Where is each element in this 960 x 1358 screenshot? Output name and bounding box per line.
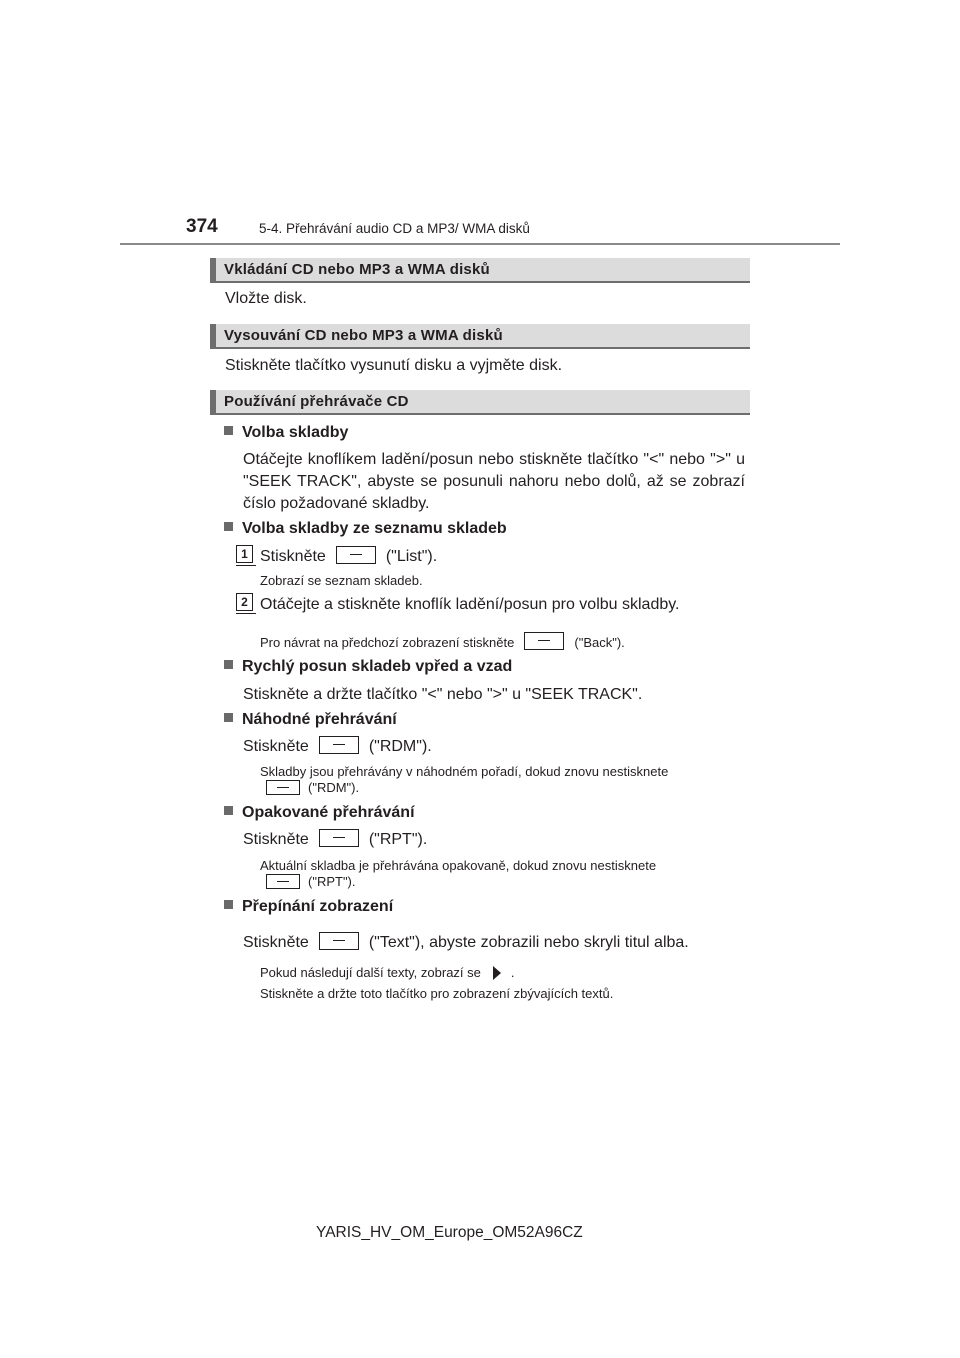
section-heading-play xyxy=(210,390,750,415)
display-text: Stiskněte ("Text"), abyste zobrazili nebo skryli titul alba. xyxy=(243,934,689,951)
square-bullet-icon xyxy=(224,660,233,669)
subheading-track-list: Volba skladby ze seznamu skladeb xyxy=(224,520,507,538)
repeat-note-2: ("RPT"). xyxy=(260,874,356,890)
step-2-label: 2 xyxy=(236,593,253,611)
square-bullet-icon xyxy=(224,806,233,815)
track-select-text: Otáčejte knoflíkem ladění/posun nebo stiskněte tlačítko "<" nebo ">" u "SEEK TRACK", abyste se posunuli nahoru nebo dolů, až se zobrazí číslo požadované skladby. xyxy=(243,451,745,512)
display-note-2: Stiskněte a držte toto tlačítko pro zobrazení zbývajících textů. xyxy=(260,986,614,1001)
display-note-1: Pokud následují další texty, zobrazí se . xyxy=(260,965,515,980)
rpt-button-icon xyxy=(266,874,300,889)
subheading-fast: Rychlý posun skladeb vpřed a vzad xyxy=(224,658,512,676)
subheading-repeat: Opakované přehrávání xyxy=(224,804,415,822)
section-heading-eject xyxy=(210,324,750,349)
square-bullet-icon xyxy=(224,900,233,909)
header-rule xyxy=(120,243,840,245)
section-title: Vysouvání CD nebo MP3 a WMA disků xyxy=(224,327,503,344)
text-button-icon xyxy=(319,932,359,950)
chapter-title: 5-4. Přehrávání audio CD a MP3/ WMA disků xyxy=(259,221,530,236)
step-2-note: Pro návrat na předchozí zobrazení stiskněte ("Back"). xyxy=(260,632,625,651)
step-underline xyxy=(236,613,256,614)
step-2-text: Otáčejte a stiskněte knoflík ladění/posun pro volbu skladby. xyxy=(260,596,680,613)
subheading-track-select: Volba skladby xyxy=(224,424,348,442)
rpt-button-icon xyxy=(319,829,359,847)
step-1-note: Zobrazí se seznam skladeb. xyxy=(260,573,423,588)
insert-text: Vložte disk. xyxy=(225,290,307,307)
subheading-display: Přepínání zobrazení xyxy=(224,898,393,916)
step-1-text: Stiskněte ("List"). xyxy=(260,548,438,565)
list-button-icon xyxy=(336,546,376,564)
square-bullet-icon xyxy=(224,426,233,435)
repeat-text: Stiskněte ("RPT"). xyxy=(243,831,428,848)
square-bullet-icon xyxy=(224,522,233,531)
random-text: Stiskněte ("RDM"). xyxy=(243,738,432,755)
subheading-random: Náhodné přehrávání xyxy=(224,711,397,729)
section-title: Vkládání CD nebo MP3 a WMA disků xyxy=(224,261,490,278)
random-note: Skladby jsou přehrávány v náhodném pořadí, dokud znovu nestisknete xyxy=(260,764,669,779)
section-title: Používání přehrávače CD xyxy=(224,393,409,410)
fast-text: Stiskněte a držte tlačítko "<" nebo ">" u "SEEK TRACK". xyxy=(243,686,643,703)
footer-document-code: YARIS_HV_OM_Europe_OM52A96CZ xyxy=(316,1224,583,1241)
step-1-label: 1 xyxy=(236,545,253,563)
section-heading-insert xyxy=(210,258,750,283)
rdm-button-icon xyxy=(266,780,300,795)
page-number: 374 xyxy=(186,216,218,237)
right-arrow-icon xyxy=(493,966,501,980)
random-note-2: ("RDM"). xyxy=(260,780,359,796)
back-button-icon xyxy=(524,632,564,650)
step-underline xyxy=(236,565,256,566)
rdm-button-icon xyxy=(319,736,359,754)
square-bullet-icon xyxy=(224,713,233,722)
repeat-note: Aktuální skladba je přehrávána opakovaně, dokud znovu nestisknete xyxy=(260,858,657,873)
eject-text: Stiskněte tlačítko vysunutí disku a vyjměte disk. xyxy=(225,357,563,374)
